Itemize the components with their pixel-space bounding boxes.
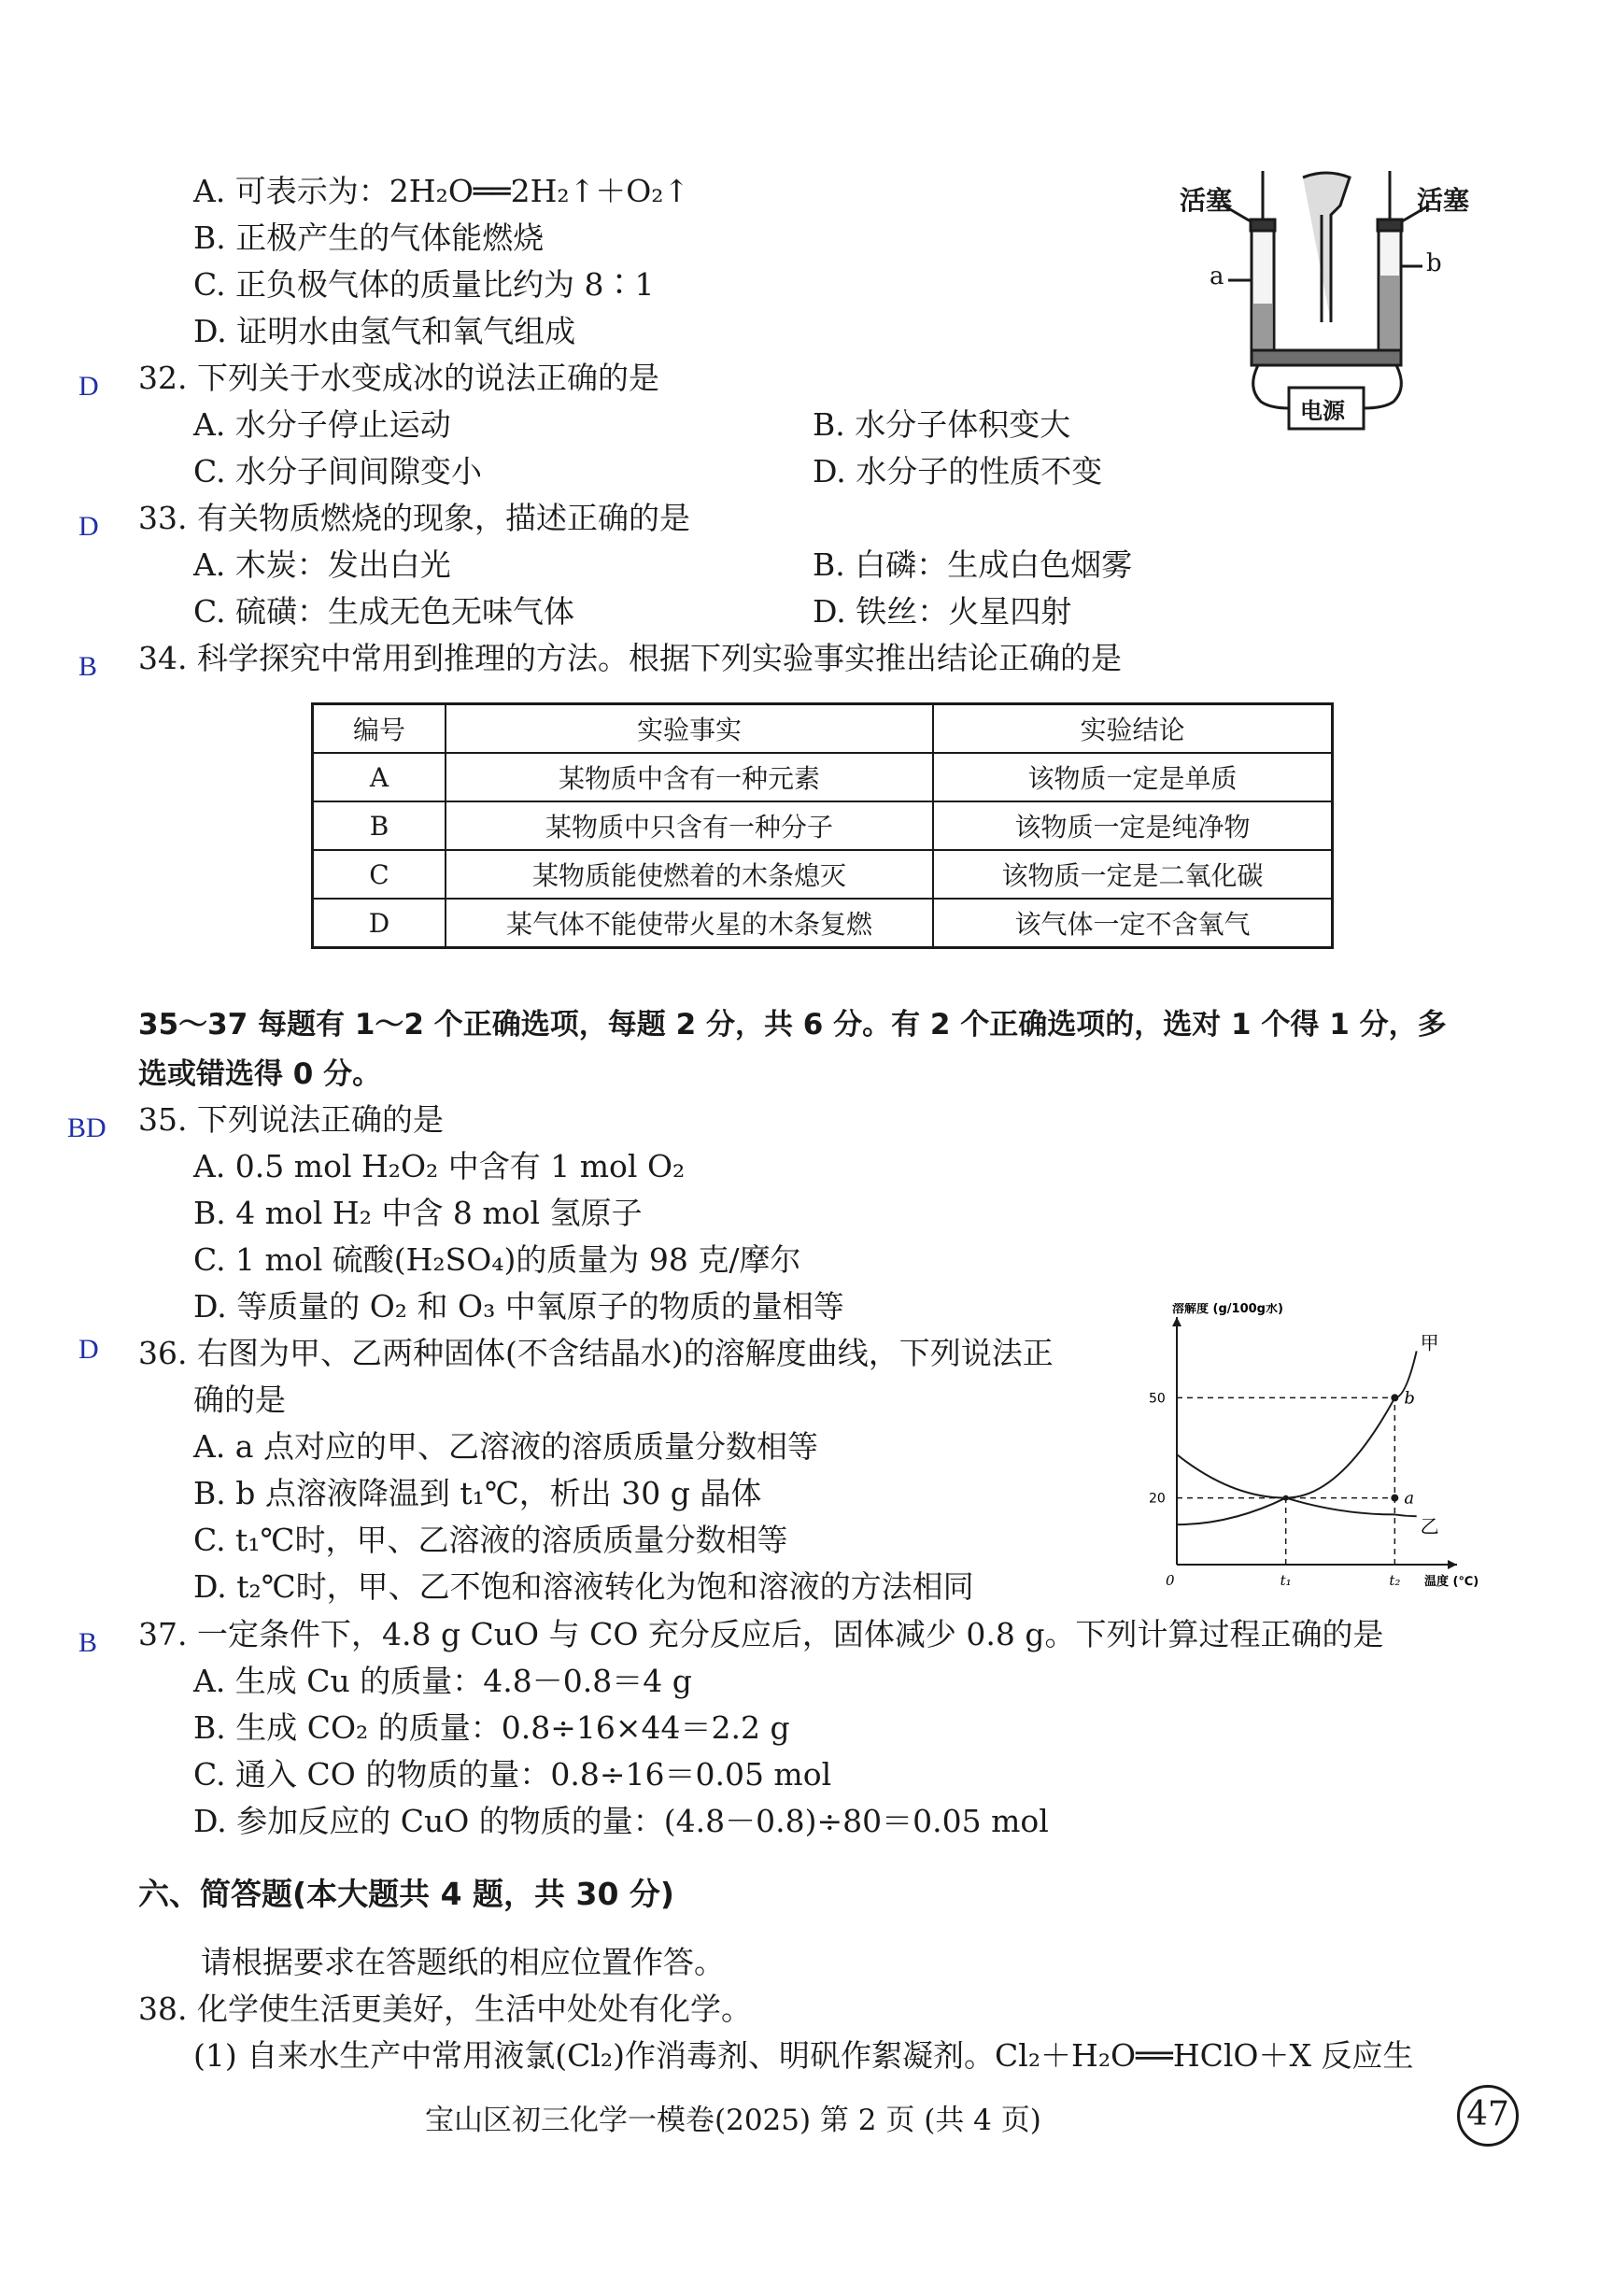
series-yi-curve xyxy=(1177,1454,1417,1516)
stopcock-right-label: 活塞 xyxy=(1417,185,1470,216)
x-tick-label: t₂ xyxy=(1389,1572,1401,1589)
q32-option-b: B. 水分子体积变大 xyxy=(813,406,1071,443)
q37-option-c: C. 通入 CO 的物质的量：0.8÷16＝0.05 mol xyxy=(193,1756,832,1793)
q31-option-a: A. 可表示为：2H₂O══2H₂↑＋O₂↑ xyxy=(193,173,690,209)
table-cell: 该气体一定不含氧气 xyxy=(933,899,1333,948)
experiment-table xyxy=(311,702,1334,949)
y-tick-label: 20 xyxy=(1149,1491,1166,1507)
table-row xyxy=(313,850,1333,899)
intersection-point xyxy=(1283,1495,1289,1501)
table-cell: 某物质中含有一种元素 xyxy=(446,753,933,801)
q36-option-a: A. a 点对应的甲、乙溶液的溶质质量分数相等 xyxy=(193,1428,818,1465)
q37-option-a: A. 生成 Cu 的质量：4.8－0.8＝4 g xyxy=(193,1663,692,1699)
q36-stem-line1: 36. 右图为甲、乙两种固体(不含结晶水)的溶解度曲线，下列说法正 xyxy=(138,1335,1054,1371)
q37-option-b: B. 生成 CO₂ 的质量：0.8÷16×44＝2.2 g xyxy=(193,1709,790,1746)
y-axis-label: 溶解度 (g/100g水) xyxy=(1172,1303,1283,1316)
table-cell: 某气体不能使带火星的木条复燃 xyxy=(446,899,933,948)
x-tick-label: t₁ xyxy=(1280,1572,1292,1589)
table-cell: 该物质一定是二氧化碳 xyxy=(933,850,1333,899)
y-tick-label: 50 xyxy=(1149,1391,1166,1407)
q31-option-c: C. 正负极气体的质量比约为 8∶1 xyxy=(193,266,655,303)
q33-option-d: D. 铁丝：火星四射 xyxy=(813,593,1072,630)
q33-stem: 33. 有关物质燃烧的现象，描述正确的是 xyxy=(138,500,690,536)
q33-option-c: C. 硫磺：生成无色无味气体 xyxy=(193,593,575,630)
point-label: a xyxy=(1404,1488,1415,1509)
q38-stem: 38. 化学使生活更美好，生活中处处有化学。 xyxy=(138,1991,752,2027)
y-axis-arrow xyxy=(1172,1317,1181,1326)
table-cell: C xyxy=(313,850,446,899)
table-cell: 该物质一定是单质 xyxy=(933,753,1333,801)
q36-answer-mark: D xyxy=(78,1334,99,1365)
q36-stem-line2: 确的是 xyxy=(193,1382,286,1418)
q35-answer-mark: BD xyxy=(67,1113,106,1143)
table-cell: 某物质中只含有一种分子 xyxy=(446,801,933,850)
q32-option-d: D. 水分子的性质不变 xyxy=(813,453,1103,489)
x-tick-label: 0 xyxy=(1166,1572,1175,1589)
q36-option-c: C. t₁℃时，甲、乙溶液的溶质质量分数相等 xyxy=(193,1522,788,1558)
table-cell: B xyxy=(313,801,446,850)
instruction-35-37-line2: 选或错选得 0 分。 xyxy=(138,1057,382,1091)
instruction-35-37-line1: 35～37 每题有 1～2 个正确选项，每题 2 分，共 6 分。有 2 个正确选项的，选对 1 个得 1 分，多 xyxy=(138,1008,1447,1042)
table-cell: D xyxy=(313,899,446,948)
q32-option-a: A. 水分子停止运动 xyxy=(193,406,451,443)
x-axis-arrow xyxy=(1448,1560,1457,1569)
point-marker xyxy=(1391,1495,1398,1502)
q36-option-b: B. b 点溶液降温到 t₁℃，析出 30 g 晶体 xyxy=(193,1475,762,1511)
page-number-badge: 47 xyxy=(1457,2085,1519,2147)
section-title: 六、简答题(本大题共 4 题，共 30 分) xyxy=(138,1876,675,1912)
section-instruction: 请根据要求在答题纸的相应位置作答。 xyxy=(201,1944,725,1980)
table-header: 编号 xyxy=(313,704,446,754)
stopcock-left-label: 活塞 xyxy=(1180,185,1233,216)
table-row xyxy=(313,899,1333,948)
table-cell: 某物质能使燃着的木条熄灭 xyxy=(446,850,933,899)
q35-option-d: D. 等质量的 O₂ 和 O₃ 中氧原子的物质的量相等 xyxy=(193,1288,844,1325)
q35-option-a: A. 0.5 mol H₂O₂ 中含有 1 mol O₂ xyxy=(193,1148,686,1184)
q32-option-c: C. 水分子间间隙变小 xyxy=(193,453,483,489)
q34-stem: 34. 科学探究中常用到推理的方法。根据下列实验事实推出结论正确的是 xyxy=(138,640,1122,676)
table-header: 实验事实 xyxy=(446,704,933,754)
page-footer: 宝山区初三化学一模卷(2025) 第 2 页 (共 4 页) xyxy=(425,2104,1041,2137)
q33-option-b: B. 白磷：生成白色烟雾 xyxy=(813,546,1133,583)
q37-stem: 37. 一定条件下，4.8 g CuO 与 CO 充分反应后，固体减少 0.8 g。下列计算过程正确的是 xyxy=(138,1616,1384,1652)
q31-option-d: D. 证明水由氢气和氧气组成 xyxy=(193,313,576,349)
q38-subquestion-1: (1) 自来水生产中常用液氯(Cl₂)作消毒剂、明矾作絮凝剂。Cl₂＋H₂O══HClO＋X 反应生 xyxy=(193,2037,1414,2074)
table-header: 实验结论 xyxy=(933,704,1333,754)
q33-option-a: A. 木炭：发出白光 xyxy=(193,546,451,583)
x-axis-label: 温度 (℃) xyxy=(1424,1575,1479,1589)
table-row xyxy=(313,753,1333,801)
electrolysis-figure xyxy=(1172,163,1480,434)
table-row xyxy=(313,801,1333,850)
solubility-chart xyxy=(1135,1303,1480,1602)
power-supply-label: 电源 xyxy=(1300,397,1345,424)
q35-stem: 35. 下列说法正确的是 xyxy=(138,1101,444,1138)
series-jia-label: 甲 xyxy=(1420,1331,1439,1354)
q32-stem: 32. 下列关于水变成冰的说法正确的是 xyxy=(138,360,659,396)
q36-option-d: D. t₂℃时，甲、乙不饱和溶液转化为饱和溶液的方法相同 xyxy=(193,1568,974,1605)
tube-b-label: b xyxy=(1426,249,1442,277)
q34-answer-mark: B xyxy=(78,651,98,682)
q35-option-b: B. 4 mol H₂ 中含 8 mol 氢原子 xyxy=(193,1195,643,1231)
q37-option-d: D. 参加反应的 CuO 的物质的量：(4.8－0.8)÷80＝0.05 mol xyxy=(193,1803,1049,1839)
point-marker xyxy=(1391,1394,1398,1401)
q35-option-c: C. 1 mol 硫酸(H₂SO₄)的质量为 98 克/摩尔 xyxy=(193,1241,801,1278)
table-cell: 该物质一定是纯净物 xyxy=(933,801,1333,850)
q33-answer-mark: D xyxy=(78,511,99,542)
q31-option-b: B. 正极产生的气体能燃烧 xyxy=(193,220,545,256)
q37-answer-mark: B xyxy=(78,1627,98,1658)
table-header-row xyxy=(313,704,1333,754)
tube-a-label: a xyxy=(1210,262,1224,291)
point-label: b xyxy=(1404,1388,1415,1409)
series-yi-label: 乙 xyxy=(1420,1515,1439,1538)
table-cell: A xyxy=(313,753,446,801)
solubility-chart-svg xyxy=(1135,1303,1480,1602)
q32-answer-mark: D xyxy=(78,371,99,402)
